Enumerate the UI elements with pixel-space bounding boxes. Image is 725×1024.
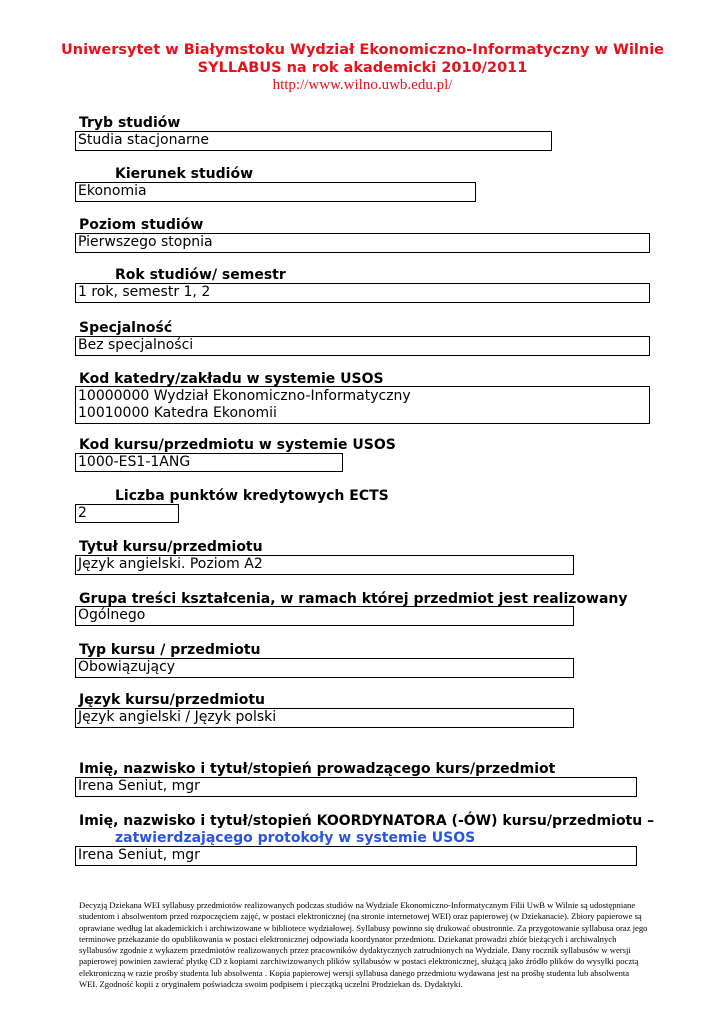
- kod-katedry-line2: 10010000 Katedra Ekonomii: [78, 405, 277, 421]
- label-prowadzacy: Imię, nazwisko i tytuł/stopień prowadzącego kurs/przedmiot: [79, 761, 556, 777]
- label-rok: Rok studiów/ semestr: [115, 267, 286, 283]
- field-kod-katedry: [75, 386, 650, 424]
- field-jezyk: Język angielski / Język polski: [75, 708, 574, 728]
- label-kod-katedry: Kod katedry/zakładu w systemie USOS: [79, 371, 384, 387]
- field-poziom: Pierwszego stopnia: [75, 233, 650, 253]
- label-ects: Liczba punktów kredytowych ECTS: [115, 488, 389, 504]
- field-typ: Obowiązujący: [75, 658, 574, 678]
- label-poziom: Poziom studiów: [79, 217, 204, 233]
- footer-note: Decyzją Dziekana WEI syllabusy przedmiotów realizowanych podczas studiów na Wydziale Ekonomiczno-Informatycznym Filii UwB w Wilnie są udostępniane studentom i absolwentom przed rozpoczęciem zajęć, w postaci elektronicznej (na stronie internetowej WEI) oraz papierowej (w Dziekanacie). Zbiory papierowe są oprawiane według lat akademickich i archiwizowane w bibliotece wydziałowej. Syllabusy powinno się drukować obustronnie. Za przygotowanie syllabusa oraz jego terminowe przekazanie do opublikowania w postaci elektronicznej odpowiada koordynator przedmiotu. Dziekanat prowadzi zbiór bieżących i archiwalnych syllabusów zgodnie z wykazem przedmiotów realizowanych przez pracowników dydaktycznych zatrudnionych na Wydziale. Dany rocznik syllabusów w wersji papierowej powinien zawierać płytkę CD z kopiami zarchiwizowanych plików syllabusów w postaci elektronicznej, służącą jako źródło plików do wysyłki pocztą elektroniczną w razie prośby studenta lub absolwenta . Kopia papierowej wersji syllabusa danego przedmiotu wydawana jest na prośbę studenta lub absolwenta WEI. Zgodność kopii z oryginałem poświadcza swoim podpisem i pieczątką uczelni Prodziekan ds. Dydaktyki.: [79, 900, 648, 990]
- label-tytul: Tytuł kursu/przedmiotu: [79, 539, 263, 555]
- label-specjalnosc: Specjalność: [79, 320, 173, 336]
- label-koordynator: Imię, nazwisko i tytuł/stopień KOORDYNATORA (-ÓW) kursu/przedmiotu –: [79, 813, 655, 829]
- field-grupa: Ogólnego: [75, 606, 574, 626]
- field-prowadzacy: Irena Seniut, mgr: [75, 777, 637, 797]
- field-kierunek: Ekonomia: [75, 182, 476, 202]
- field-ects: 2: [75, 504, 179, 523]
- header-url[interactable]: http://www.wilno.uwb.edu.pl/: [272, 77, 453, 93]
- header-title: Uniwersytet w Białymstoku Wydział Ekonomiczno-Informatyczny w Wilnie: [60, 42, 665, 58]
- field-koordynator: Irena Seniut, mgr: [75, 846, 637, 866]
- label-jezyk: Język kursu/przedmiotu: [79, 692, 266, 708]
- label-grupa: Grupa treści kształcenia, w ramach której przedmiot jest realizowany: [79, 591, 628, 607]
- field-tytul: Język angielski. Poziom A2: [75, 555, 574, 575]
- header-subtitle: SYLLABUS na rok akademicki 2010/2011: [197, 60, 528, 76]
- label-koordynator-usos: zatwierdzającego protokoły w systemie USOS: [115, 830, 476, 846]
- field-rok: 1 rok, semestr 1, 2: [75, 283, 650, 303]
- label-kod-kursu: Kod kursu/przedmiotu w systemie USOS: [79, 437, 396, 453]
- field-specjalnosc: Bez specjalności: [75, 336, 650, 356]
- kod-katedry-line1: 10000000 Wydział Ekonomiczno-Informatyczny: [78, 388, 411, 404]
- field-kod-kursu: 1000-ES1-1ANG: [75, 453, 343, 472]
- field-tryb: Studia stacjonarne: [75, 131, 552, 151]
- label-kierunek: Kierunek studiów: [115, 166, 254, 182]
- label-typ: Typ kursu / przedmiotu: [79, 642, 261, 658]
- label-tryb: Tryb studiów: [79, 115, 181, 131]
